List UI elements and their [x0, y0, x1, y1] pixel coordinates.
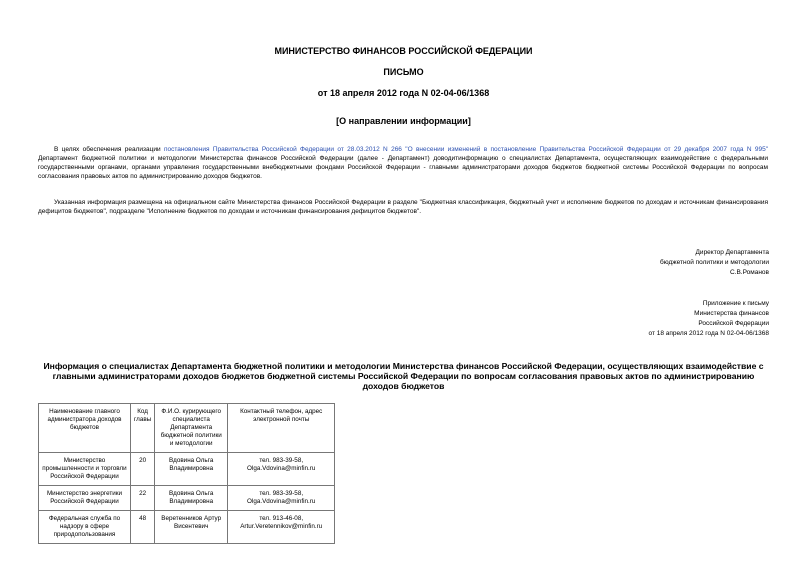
table-header-cell: Наименование главного администратора доходов бюджетов — [39, 404, 131, 453]
table-cell: 20 — [131, 453, 155, 486]
table-cell: тел. 983-39-58, Olga.Vdovina@minfin.ru — [228, 453, 335, 486]
signature-block — [509, 248, 769, 278]
signature-line-3: С.В.Романов — [729, 269, 769, 276]
paragraph-1-start: В целях обеспечения реализации — [54, 146, 164, 153]
table-cell: 48 — [131, 511, 155, 544]
table-header-cell: Код главы — [131, 404, 155, 453]
appendix-line-4: от 18 апреля 2012 года N 02-04-06/1368 — [648, 330, 769, 337]
document-date-number: от 18 апреля 2012 года N 02-04-06/1368 — [317, 88, 490, 98]
specialists-table — [38, 403, 335, 544]
document-subject: [О направлении информации] — [336, 116, 471, 126]
appendix-line-3: Российской Федерации — [698, 320, 769, 327]
document-type: ПИСЬМО — [383, 67, 424, 77]
table-row — [39, 453, 335, 486]
table-header-row — [39, 404, 335, 453]
resolution-link[interactable]: постановления Правительства Российской Федерации от 28.03.2012 N 266 "О внесении изменений в постановление Правительства Российской Федерации от 29 декабря 2007 года N 995" — [163, 146, 768, 153]
appendix-block — [509, 299, 769, 339]
table-cell: тел. 913-46-08, Artur.Veretennikov@minfin.ru — [228, 511, 335, 544]
table-cell: 22 — [131, 486, 155, 511]
paragraph-2: Указанная информация размещена на официальном сайте Министерства финансов Российской Федерации в разделе "Бюджетная классификация, бюджетный учет и исполнение бюджетов по доходам и источникам финансирования дефицитов бюджетов", подразделе "Исполнение бюджетов по доходам и источникам финансирования дефицитов бюджетов". — [38, 199, 768, 215]
paragraph-1-rest: Департамент бюджетной политики и методологии Министерства финансов Российской Федерации (далее - Департамент) доводитинформацию о специалистах Департамента, осуществляющих взаимодействие с федеральными государственными органами, органами управления государственными внебюджетными фондами Российской Федерации - главными администраторами доходов бюджетов бюджетной системы Российской Федерации по вопросам согласования правовых актов по администрированию доходов бюджетов. — [38, 155, 768, 180]
table-cell: тел. 983-39-58, Olga.Vdovina@minfin.ru — [228, 486, 335, 511]
signature-line-2: бюджетной политики и методологии — [660, 259, 769, 266]
table-cell: Федеральная служба по надзору в сфере природопользования — [39, 511, 131, 544]
table-header-cell: Ф.И.О. курирующего специалиста Департамента бюджетной политики и методологии — [155, 404, 228, 453]
ministry-heading: МИНИСТЕРСТВО ФИНАНСОВ РОССИЙСКОЙ ФЕДЕРАЦИИ — [274, 46, 533, 56]
paragraph-1 — [38, 145, 768, 181]
table-header-cell: Контактный телефон, адрес электронной почты — [228, 404, 335, 453]
table-cell: Вдовина Ольга Владимировна — [155, 453, 228, 486]
table-cell: Веретенников Артур Висентевич — [155, 511, 228, 544]
info-title: Информация о специалистах Департамента бюджетной политики и методологии Министерства финансов Российской Федерации, осуществляющих взаимодействие с главными администраторами доходов бюджетов бюджетной системы Российской Федерации по вопросам согласования правовых актов по администрированию доходов бюджетов — [43, 361, 764, 391]
appendix-line-2: Министерства финансов — [694, 310, 769, 317]
signature-line-1: Директор Департамента — [695, 249, 769, 256]
table-cell: Вдовина Ольга Владимировна — [155, 486, 228, 511]
appendix-line-1: Приложение к письму — [702, 300, 769, 307]
table-cell: Министерство промышленности и торговли Российской Федерации — [39, 453, 131, 486]
table-row — [39, 486, 335, 511]
table-cell: Министерство энергетики Российской Федерации — [39, 486, 131, 511]
table-row — [39, 511, 335, 544]
